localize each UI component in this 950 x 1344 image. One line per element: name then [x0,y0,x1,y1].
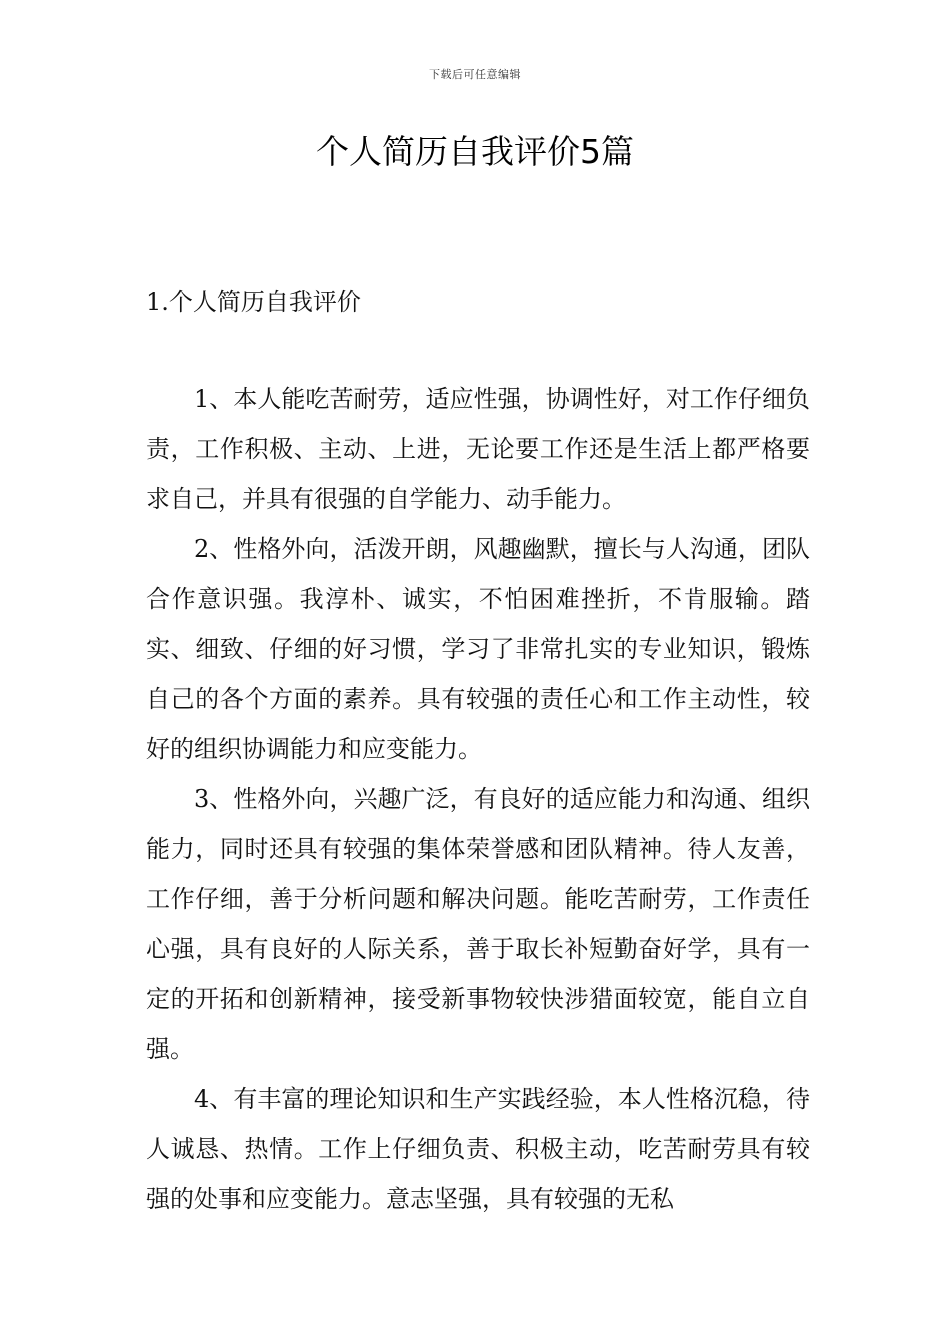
paragraph-2: 2、性格外向，活泼开朗，风趣幽默，擅长与人沟通，团队合作意识强。我淳朴、诚实，不怕困难挫折，不肯服输。踏实、细致、仔细的好习惯，学习了非常扎实的专业知识，锻炼自己的各个方面的素养。具有较强的责任心和工作主动性，较好的组织协调能力和应变能力。 [146,535,810,763]
paragraph-1: 1、本人能吃苦耐劳，适应性强，协调性好，对工作仔细负责，工作积极、主动、上进，无论要工作还是生活上都严格要求自己，并具有很强的自学能力、动手能力。 [146,385,810,513]
paragraph-4: 4、有丰富的理论知识和生产实践经验，本人性格沉稳，待人诚恳、热情。工作上仔细负责、积极主动，吃苦耐劳具有较强的处事和应变能力。意志坚强，具有较强的无私 [146,1085,810,1213]
document-body [146,374,810,1224]
header-note: 下载后可任意编辑 [429,68,521,81]
paragraph-3: 3、性格外向，兴趣广泛，有良好的适应能力和沟通、组织能力，同时还具有较强的集体荣誉感和团队精神。待人友善，工作仔细，善于分析问题和解决问题。能吃苦耐劳，工作责任心强，具有良好的人际关系，善于取长补短勤奋好学，具有一定的开拓和创新精神，接受新事物较快涉猎面较宽，能自立自强。 [146,785,810,1063]
document-title: 个人简历自我评价5篇 [316,132,634,171]
section-heading: 1.个人简历自我评价 [146,288,361,316]
